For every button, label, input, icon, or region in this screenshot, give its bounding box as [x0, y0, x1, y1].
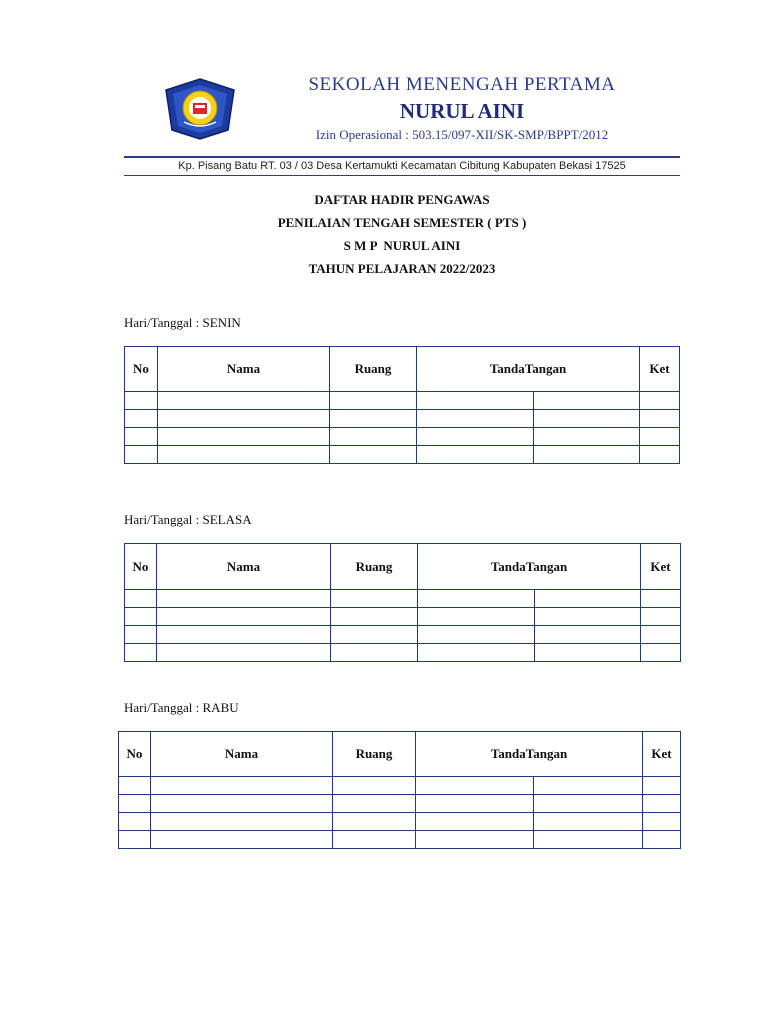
attendance-table-senin — [124, 346, 680, 464]
title-line-3: S M P NURUL AINI — [343, 238, 461, 253]
operating-license: Izin Operasional : 503.15/097-XII/SK-SMP/BPPT/2012 — [315, 127, 609, 142]
document-title — [124, 192, 680, 284]
title-line-4: TAHUN PELAJARAN 2022/2023 — [308, 261, 496, 276]
col-no: No — [119, 732, 151, 777]
table-header-row — [119, 732, 681, 777]
table-row — [125, 410, 680, 428]
table-row — [125, 590, 681, 608]
title-line-2: PENILAIAN TENGAH SEMESTER ( PTS ) — [277, 215, 527, 230]
col-ket: Ket — [640, 347, 680, 392]
day-label-senin: Hari/Tanggal : SENIN — [124, 315, 241, 330]
day-label-rabu: Hari/Tanggal : RABU — [124, 700, 239, 715]
col-no: No — [125, 347, 158, 392]
school-name: NURUL AINI — [399, 99, 525, 123]
table-row — [125, 608, 681, 626]
table-row — [119, 777, 681, 795]
col-nama: Nama — [157, 544, 331, 590]
table-row — [119, 795, 681, 813]
table-row — [125, 626, 681, 644]
col-tanda-tangan: TandaTangan — [416, 732, 643, 777]
school-type: SEKOLAH MENENGAH PERTAMA — [308, 74, 616, 95]
title-line-1: DAFTAR HADIR PENGAWAS — [314, 192, 490, 207]
col-nama: Nama — [151, 732, 333, 777]
attendance-table-selasa — [124, 543, 681, 662]
school-logo-emblem — [164, 78, 236, 140]
col-tanda-tangan: TandaTangan — [417, 347, 640, 392]
col-ket: Ket — [643, 732, 681, 777]
table-header-row — [125, 544, 681, 590]
attendance-table-rabu — [118, 731, 681, 849]
col-no: No — [125, 544, 157, 590]
table-row — [119, 831, 681, 849]
letterhead — [124, 72, 680, 176]
table-row — [125, 644, 681, 662]
table-row — [119, 813, 681, 831]
table-header-row — [125, 347, 680, 392]
col-ket: Ket — [641, 544, 681, 590]
col-tanda-tangan: TandaTangan — [418, 544, 641, 590]
col-ruang: Ruang — [330, 347, 417, 392]
table-row — [125, 446, 680, 464]
table-row — [125, 428, 680, 446]
table-row — [125, 392, 680, 410]
header-rule-bottom — [124, 175, 680, 176]
col-nama: Nama — [158, 347, 330, 392]
school-address: Kp. Pisang Batu RT. 03 / 03 Desa Kertamukti Kecamatan Cibitung Kabupaten Bekasi 17525 — [178, 160, 626, 172]
col-ruang: Ruang — [333, 732, 416, 777]
col-ruang: Ruang — [331, 544, 418, 590]
day-label-selasa: Hari/Tanggal : SELASA — [124, 512, 252, 527]
